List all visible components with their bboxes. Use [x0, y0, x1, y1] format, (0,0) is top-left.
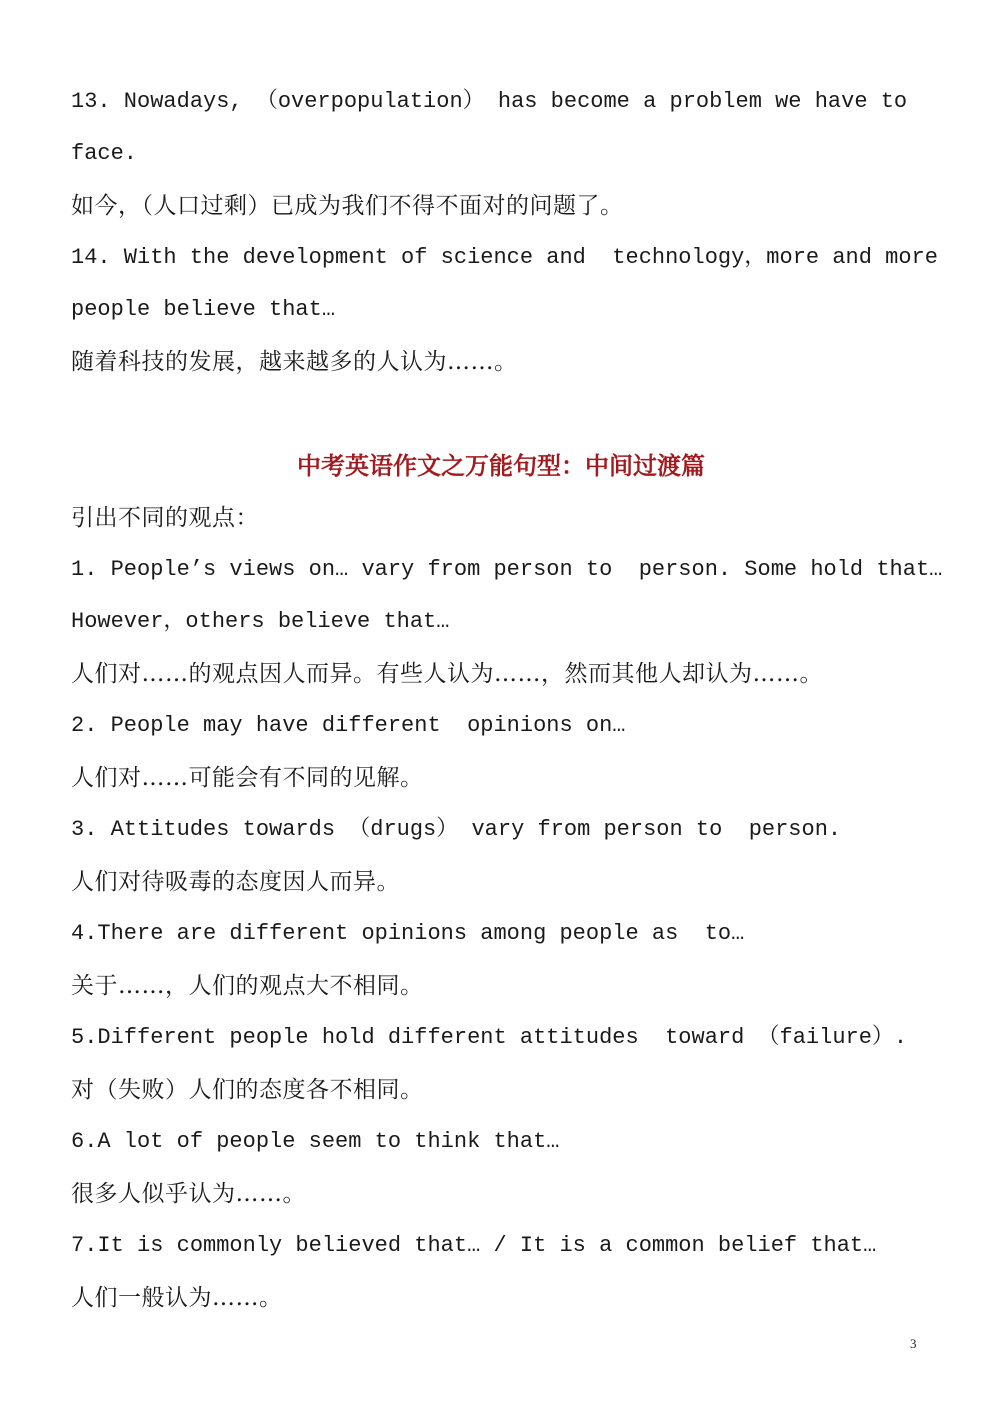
text-line: people believe that… — [71, 297, 336, 322]
sentence-cn: 很多人似乎认为……。 — [71, 1181, 306, 1207]
translation-line: 如今，（人口过剩）已成为我们不得不面对的问题了。 — [71, 193, 624, 219]
sentence-en: 1. People’s views on… vary from person to person. Some hold that… — [71, 557, 943, 582]
translation-line: 随着科技的发展，越来越多的人认为……。 — [71, 349, 518, 375]
sentence-en: 3. Attitudes towards （drugs） vary from person to person. — [71, 817, 842, 842]
blank-line — [71, 388, 931, 440]
text-line: 13. Nowadays, （overpopulation） has become a problem we have to — [71, 89, 908, 114]
sentence-cn: 关于……，人们的观点大不相同。 — [71, 973, 424, 999]
sentence-en: 7.It is commonly believed that… / It is a common belief that… — [71, 1233, 877, 1258]
sentence-en: 2. People may have different opinions on… — [71, 713, 626, 738]
sentence-en: However，others believe that… — [71, 609, 450, 634]
sentence-cn: 人们对……可能会有不同的见解。 — [71, 765, 424, 791]
text-line: 14. With the development of science and technology，more and more — [71, 245, 938, 270]
page-number: 3 — [910, 1336, 917, 1351]
document-page — [71, 76, 943, 1324]
sentence-cn: 对（失败）人们的态度各不相同。 — [71, 1077, 424, 1103]
sentence-cn: 人们一般认为……。 — [71, 1285, 283, 1311]
section-heading: 中考英语作文之万能句型：中间过渡篇 — [297, 451, 705, 480]
sentence-en: 4.There are different opinions among people as to… — [71, 921, 745, 946]
sentence-en: 6.A lot of people seem to think that… — [71, 1129, 560, 1154]
subheading: 引出不同的观点： — [71, 505, 259, 531]
sentence-en: 5.Different people hold different attitudes toward （failure）. — [71, 1025, 908, 1050]
sentence-cn: 人们对……的观点因人而异。有些人认为……，然而其他人却认为……。 — [71, 661, 823, 687]
sentence-cn: 人们对待吸毒的态度因人而异。 — [71, 869, 400, 895]
text-line: face. — [71, 141, 138, 166]
